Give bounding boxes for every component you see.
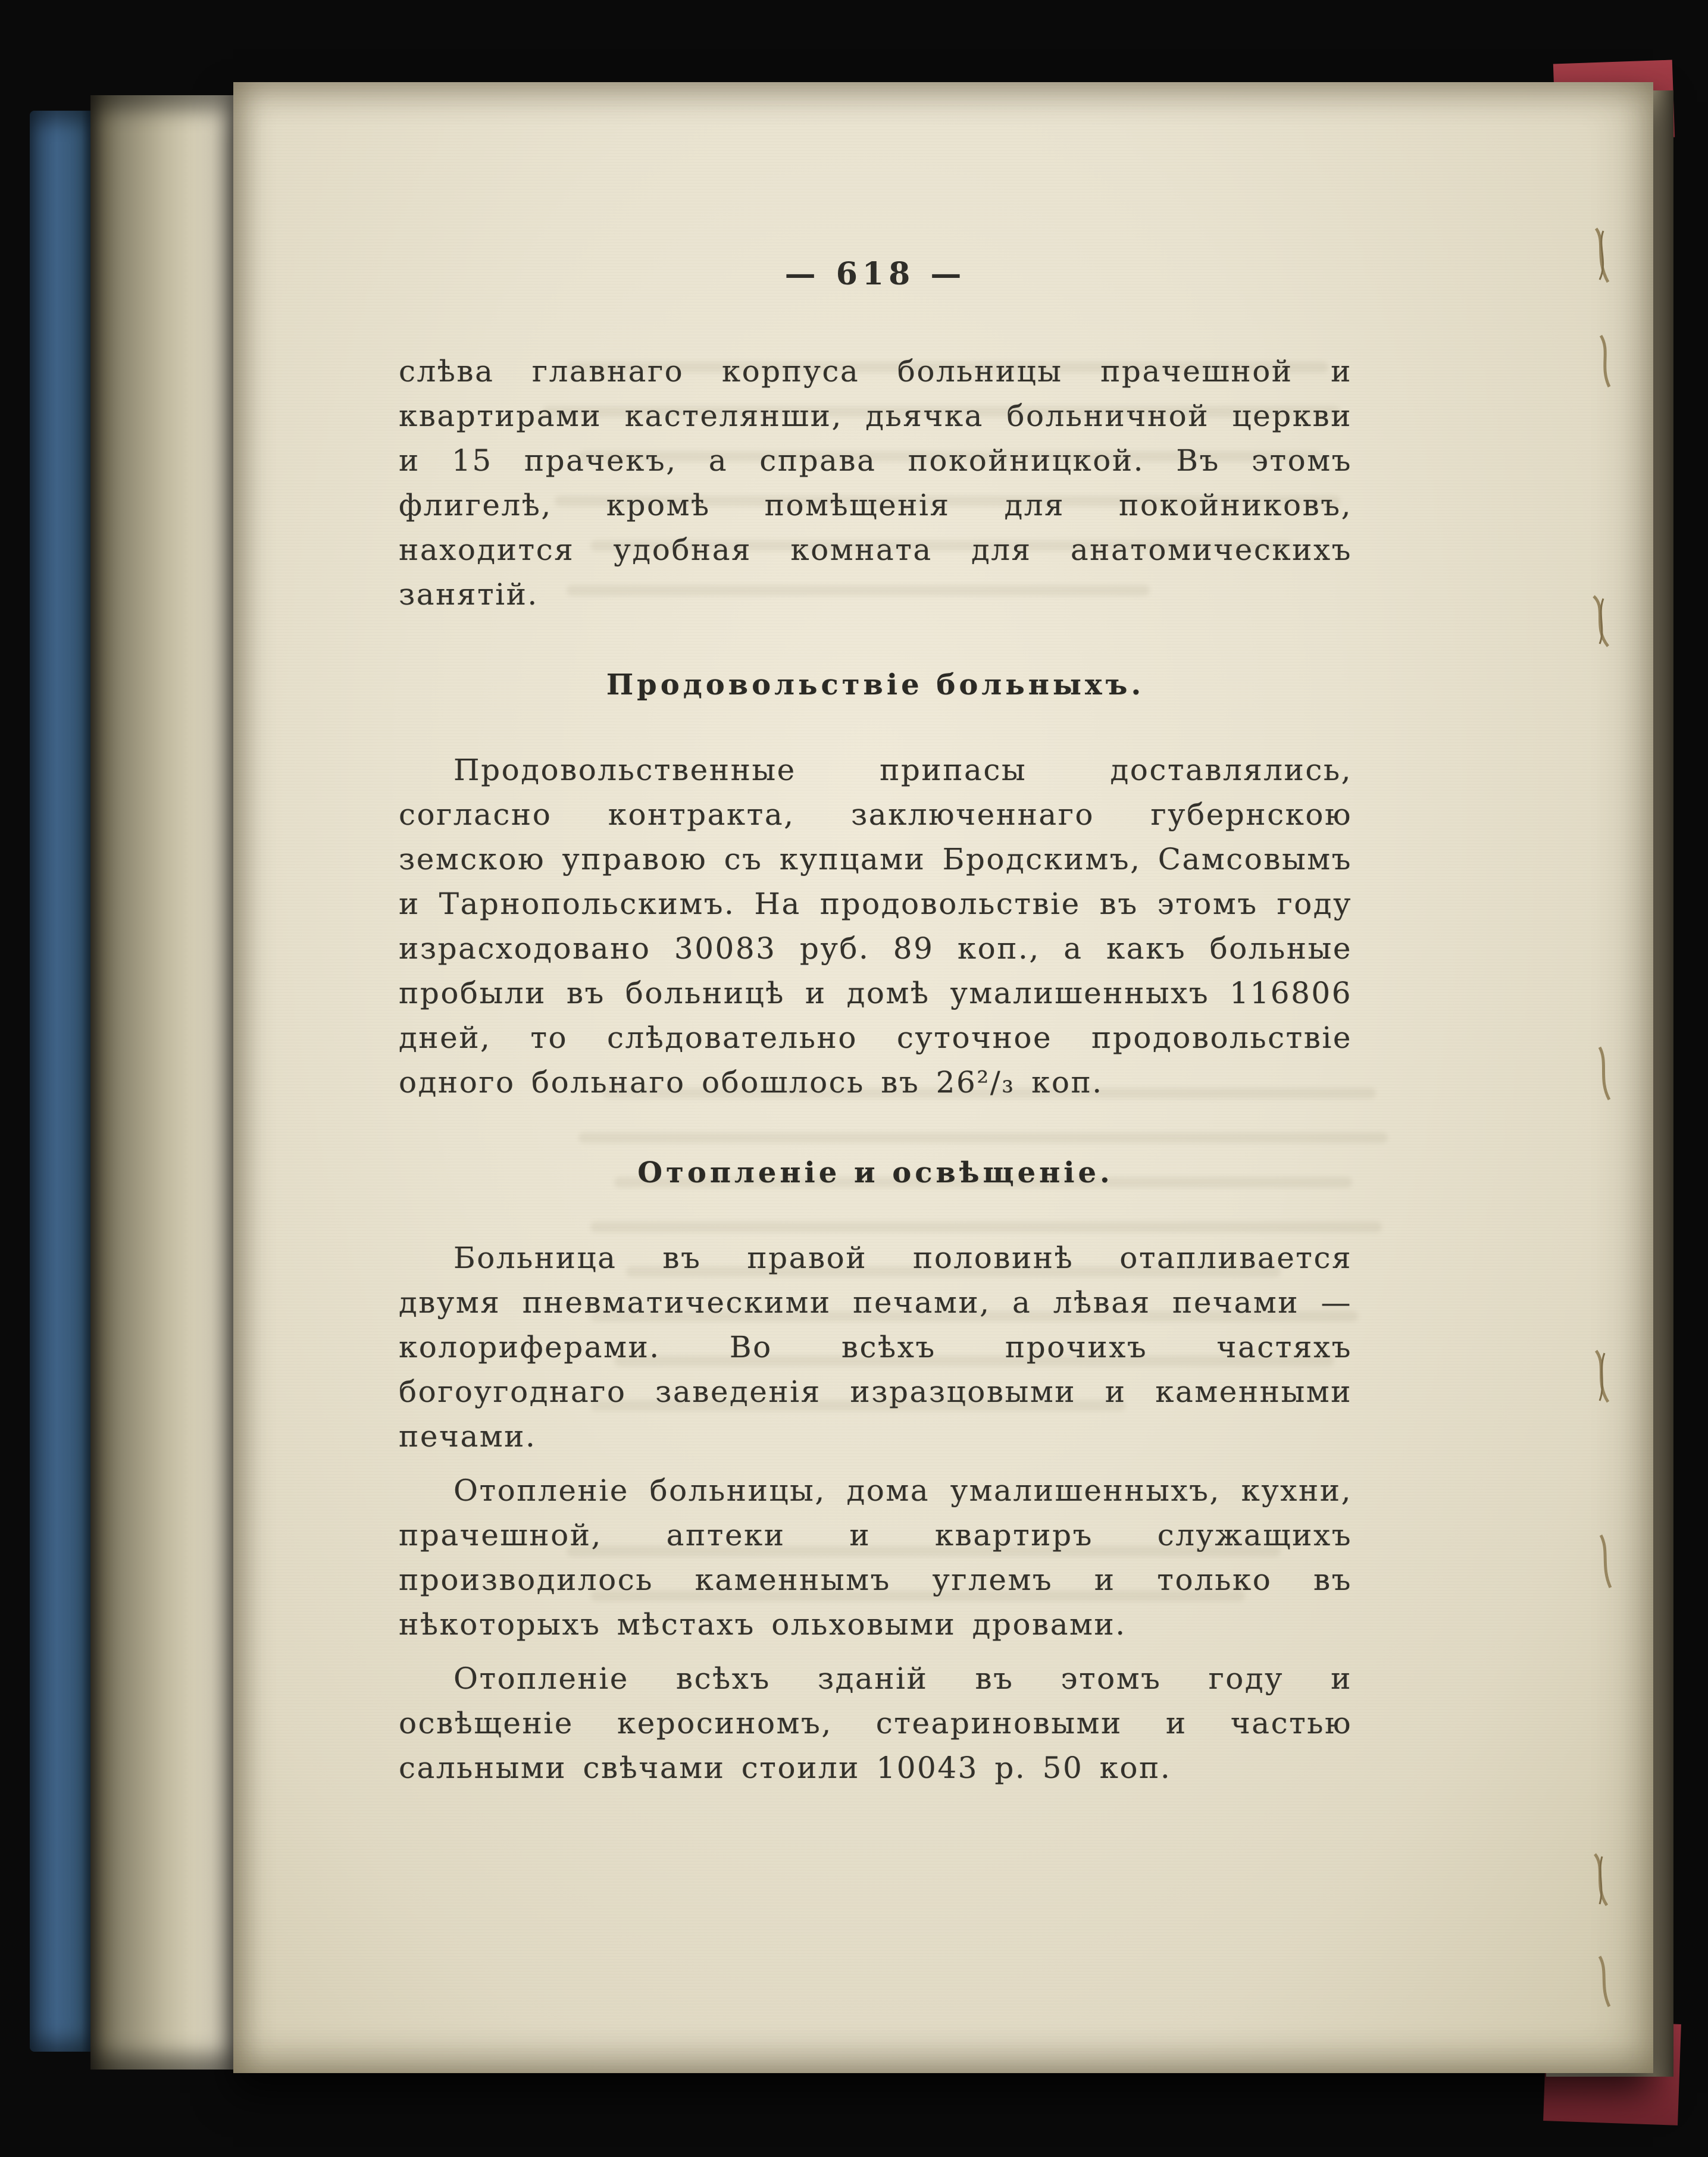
paragraph-heating-costs: Отопленіе всѣхъ зданій въ этомъ году и освѣщеніе керосиномъ, стеариновыми и частью сальными свѣчами стоили 10043 р. 50 коп. [399, 1661, 1352, 1785]
binding-stitch-icon [1594, 1530, 1621, 1592]
book-cover-edge [30, 111, 90, 2052]
binding-stitch-icon [1594, 331, 1621, 393]
section-heading-food: Продовольствіе больныхъ. [606, 668, 1145, 702]
paragraph-food-supply: Продовольственные припасы доставлялись, согласно контракта, заключеннаго губернскою земскою управою съ купцами Бродскимъ, Самсовымъ и Тарнопольскимъ. На продовольствіе въ этомъ году израсходовано 30083 руб. 89 коп., а какъ больные пробыли въ больницѣ и домѣ умалишенныхъ 116806 дней, то слѣдовательно суточное продовольствіе одного больнаго обошлось въ 26²/₃ коп. [399, 753, 1352, 1100]
paragraph-continuation: слѣва главнаго корпуса больницы прачешной и квартирами кастелянши, дьячка больничной церкви и 15 прачекъ, а справа покойницкой. Въ этомъ флигелѣ, кромѣ помѣщенія для покойниковъ, находится удобная комната для анатомическихъ занятій. [399, 354, 1352, 612]
binding-stitch-icon [1590, 1346, 1618, 1408]
binding-stitch-icon [1589, 1849, 1616, 1911]
paragraph-heating-stoves: Больница въ правой половинѣ отапливается двумя пневматическими печами, а лѣвая печами — колориферами. Во всѣхъ прочихъ частяхъ богоугоднаго заведенія изразцовыми и каменными печами. [399, 1241, 1352, 1454]
page-stack-edges [90, 95, 234, 2070]
binding-stitch-icon [1589, 590, 1616, 652]
binding-stitch-icon [1590, 225, 1618, 287]
text-column [399, 256, 1352, 1800]
binding-stitch-icon [1593, 1951, 1620, 2012]
book-page [233, 82, 1653, 2073]
page-number: — 618 — [784, 256, 966, 292]
paragraph-heating-fuel: Отопленіе больницы, дома умалишенныхъ, кухни, прачешной, аптеки и квартиръ служащихъ производилось каменнымъ углемъ и только въ нѣкоторыхъ мѣстахъ ольховыми дровами. [399, 1473, 1352, 1642]
section-heading-heating-lighting: Отопленіе и освѣщеніе. [637, 1156, 1113, 1189]
binding-stitch-icon [1593, 1043, 1620, 1104]
